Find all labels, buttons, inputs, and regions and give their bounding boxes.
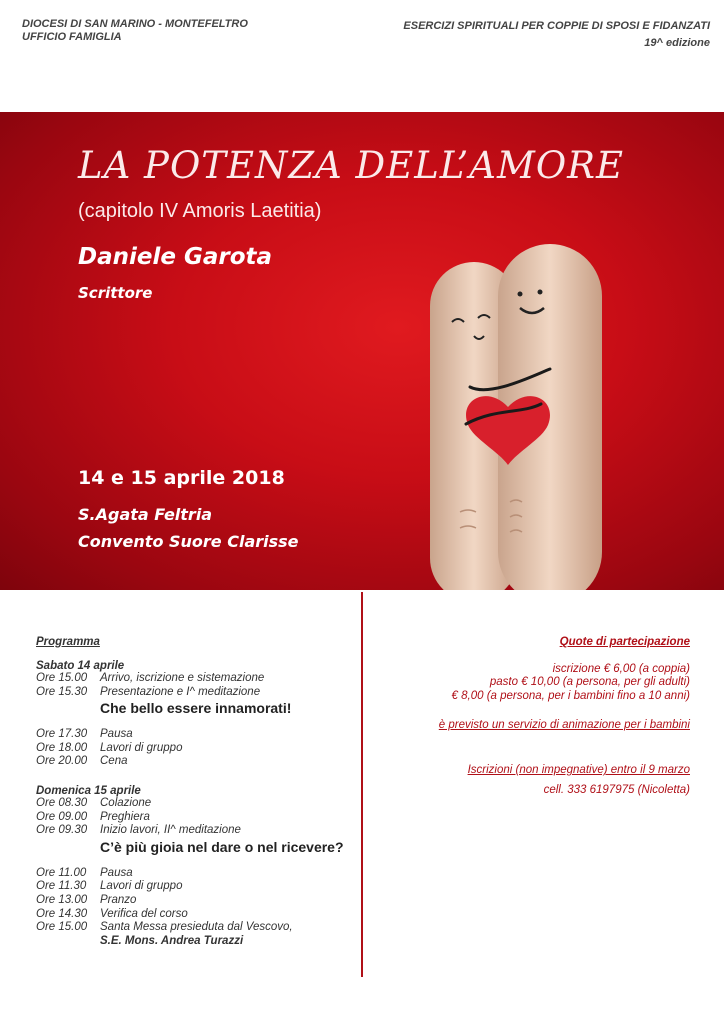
- event-line-1: ESERCIZI SPIRITUALI PER COPPIE DI SPOSI E FIDANZATI: [403, 20, 710, 32]
- closing-celebrant: S.E. Mons. Andrea Turazzi: [100, 934, 244, 947]
- fees-title: Quote di partecipazione: [559, 636, 690, 648]
- list-item: Ore 15.00 Arrivo, iscrizione e sistemazione: [36, 672, 265, 684]
- organizer-header: [22, 18, 248, 44]
- event-title: LA POTENZA DELL’AMORE: [78, 144, 625, 187]
- contact-phone: cell. 333 6197975 (Nicoletta): [543, 783, 690, 796]
- fees-section: [360, 636, 690, 797]
- list-item: Ore 13.00 Pranzo: [36, 893, 137, 906]
- organizer-line-2: UFFICIO FAMIGLIA: [22, 31, 122, 43]
- organizer-line-1: DIOCESI DI SAN MARINO - MONTEFELTRO: [22, 18, 248, 30]
- fee-line: pasto € 10,00 (a persona, per gli adulti): [489, 676, 690, 689]
- list-item: Ore 11.00 Pausa: [36, 866, 133, 879]
- event-subtitle: (capitolo IV Amoris Laetitia): [78, 200, 322, 222]
- registration-deadline: Iscrizioni (non impegnative) entro il 9 marzo: [467, 763, 690, 776]
- hugging-fingers-illustration: [400, 232, 630, 590]
- list-item: Ore 15.00 Santa Messa presieduta dal Vescovo,: [36, 921, 293, 934]
- hero-banner: [0, 112, 724, 590]
- speaker-name: Daniele Garota: [78, 244, 273, 270]
- list-item: Ore 18.00 Lavori di gruppo: [36, 741, 183, 754]
- list-item: Ore 09.30 Inizio lavori, II^ meditazione: [36, 824, 241, 837]
- event-edition: 19^ edizione: [644, 37, 710, 49]
- program-section: [36, 636, 344, 948]
- day2-title: Domenica 15 aprile: [36, 784, 141, 797]
- list-item: Ore 11.30 Lavori di gruppo: [36, 880, 183, 893]
- program-title: Programma: [36, 636, 100, 648]
- fee-line: € 8,00 (a persona, per i bambini fino a 10 anni): [451, 689, 690, 702]
- list-item: Ore 09.00 Preghiera: [36, 810, 150, 823]
- event-dates: 14 e 15 aprile 2018: [78, 467, 285, 489]
- list-item: Ore 14.30 Verifica del corso: [36, 907, 188, 920]
- animation-note: è previsto un servizio di animazione per i bambini: [438, 719, 690, 732]
- list-item: Ore 15.30 Presentazione e I^ meditazione: [36, 685, 261, 698]
- day1-title: Sabato 14 aprile: [36, 660, 125, 672]
- list-item: Ore 17.30 Pausa: [36, 728, 133, 741]
- event-place-town: S.Agata Feltria: [78, 505, 213, 524]
- event-place-venue: Convento Suore Clarisse: [78, 532, 299, 551]
- fee-line: iscrizione € 6,00 (a coppia): [552, 662, 690, 675]
- event-header: [403, 18, 710, 52]
- day2-meditation-title: C’è più gioia nel dare o nel ricevere?: [100, 838, 344, 855]
- list-item: Ore 20.00 Cena: [36, 755, 128, 768]
- speaker-role: Scrittore: [78, 284, 153, 302]
- day1-meditation-title: Che bello essere innamorati!: [100, 700, 292, 717]
- list-item: Ore 08.30 Colazione: [36, 796, 152, 809]
